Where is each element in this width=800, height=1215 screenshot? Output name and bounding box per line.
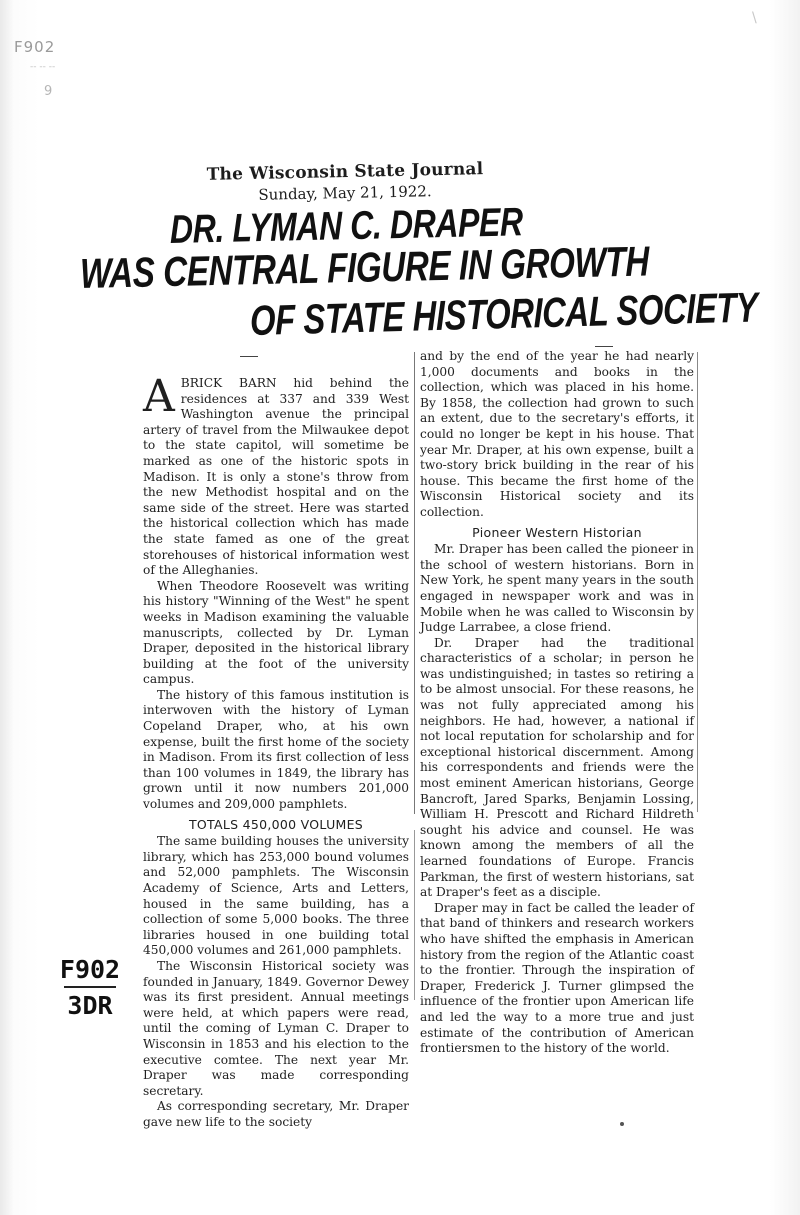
headline-line-3: OF STATE HISTORICAL SOCIETY [249,283,758,344]
pencil-faint-mark: -- -- -- [30,62,56,72]
right-column-edge [697,352,698,812]
article-paragraph: As corresponding secretary, Mr. Draper gave new life to the society [143,1099,409,1129]
handwritten-underline [64,986,116,988]
pencil-number-mark: 9 [44,84,53,99]
article-paragraph: Dr. Draper had the traditional characteristics of a scholar; in person he was undistinguished; in tastes so retiring a to be almost unsocial. For these reasons, he was not fully appreciated among his neighbors. He had, however, a national if not local reputation for scholarship and for exceptional historical discernment. Among his correspondents and friends were the most eminent American historians, George Bancroft, Jared Sparks, Benjamin Lossing, William H. Prescott and Richard Hildreth sought his advice and counsel. He was known among the members of all the learned foundations of Europe. Francis Parkman, the first of western historians, sat at Draper's feet as a disciple. [420,635,694,900]
headline-line-1: DR. LYMAN C. DRAPER [169,200,523,252]
separator-dash [240,356,258,357]
handwritten-catalog-note [50,956,130,1020]
ink-speck [620,1122,624,1126]
masthead [200,159,490,204]
article-paragraph: Draper may in fact be called the leader of that band of thinkers and research workers who have shifted the emphasis in American history from the region of the Atlantic coast to the frontier. Through the inspiration of Draper, Frederick J. Turner glimpsed the influence of the frontier upon American life and led the way to a more true and just estimate of the contribution of American frontiersmen to the history of the world. [420,900,694,1056]
headline-line-2: WAS CENTRAL FIGURE IN GROWTH [79,237,650,297]
article-left-column [143,371,409,1131]
subheading: TOTALS 450,000 VOLUMES [188,816,364,832]
article-paragraph: The Wisconsin Historical society was founded in January, 1849. Governor Dewey was its first president. Annual meetings were held, at which papers were read, until the coming of Lyman C. Draper to Wisconsin in 1853 and his election to the executive comtee. The next year Mr. Draper was made corresponding secretary. [143,958,409,1098]
article-paragraph: The same building houses the university library, which has 253,000 bound volumes and 52,000 pamphlets. The Wisconsin Academy of Science, Arts and Letters, housed in the same building, has a collection of some 5,000 books. The three libraries housed in one building total 450,000 volumes and 261,000 pamphlets. [143,834,409,958]
newspaper-name: The Wisconsin State Journal [206,159,484,185]
pencil-catalog-mark: F902 [14,38,56,56]
handwritten-line-1: F902 [59,955,121,984]
drop-cap: A [143,371,175,422]
paragraph-text: BRICK BARN hid behind the residences at 337 and 339 West Washington avenue the principal artery of travel from the Milwaukee depot to the state capitol, will sometime be marked as one of the historic spots in Madison. It is only a stone's throw from the new Methodist hospital and on the same side of the street. Here was started the historical collection which has made the state famed as one of the great storehouses of historical information west of the Alleghanies. [143,376,409,578]
pencil-corner-mark: \ [752,10,757,26]
handwritten-line-2: 3DR [67,991,113,1020]
separator-dash [595,346,613,347]
subheading: Pioneer Western Historian [472,524,642,540]
article-paragraph [143,371,409,579]
article-paragraph: The history of this famous institution is interwoven with the history of Lyman Copeland Draper, who, at his own expense, built the first home of the society in Madison. From its first collection of less than 100 volumes in 1849, the library has grown until it now numbers 201,000 volumes and 209,000 pamphlets. [143,687,409,812]
article-paragraph: and by the end of the year he had nearly 1,000 documents and books in the collection, which was placed in his home. By 1858, the collection had grown to such an extent, due to the secretary's efforts, it could no longer be kept in his house. That year Mr. Draper, at his own expense, built a two-story brick building in the rear of his house. This became the first home of the Wisconsin Historical society and its collection. [420,349,694,519]
article-paragraph: Mr. Draper has been called the pioneer in the school of western historians. Born in New York, he spent many years in the south engaged in newspaper work and was in Mobile when he was called to Wisconsin by Judge Larrabee, a close friend. [420,542,694,635]
article-right-column [420,349,694,1057]
publication-date: Sunday, May 21, 1922. [258,182,432,204]
column-rule-lower [414,830,415,1000]
column-rule [414,352,415,814]
article-paragraph: When Theodore Roosevelt was writing his history "Winning of the West" he spent weeks in Madison examining the valuable manuscripts, collected by Dr. Lyman Draper, deposited in the historical library building at the foot of the university campus. [143,578,409,687]
